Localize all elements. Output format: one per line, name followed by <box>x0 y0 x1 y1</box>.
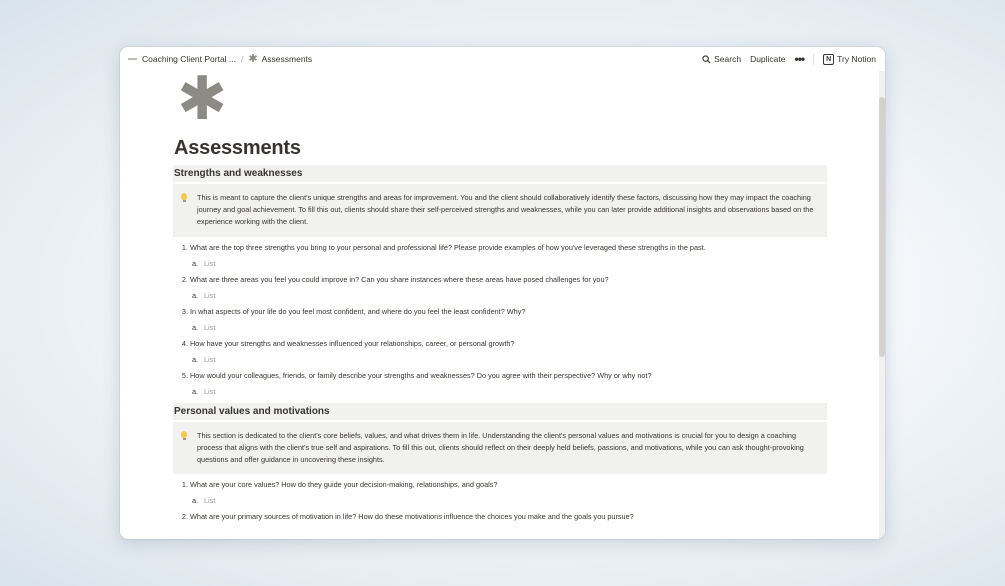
breadcrumb-separator: / <box>241 54 244 64</box>
item-number: 2. <box>181 274 188 284</box>
section-values <box>173 403 827 523</box>
list-item <box>173 243 827 269</box>
sub-item-placeholder[interactable]: List <box>204 496 216 506</box>
sub-item-placeholder[interactable]: List <box>204 386 216 396</box>
duplicate-button[interactable] <box>750 54 785 64</box>
scrollbar[interactable] <box>879 71 885 539</box>
scrollbar-thumb[interactable] <box>879 97 885 357</box>
item-number: 3. <box>181 306 188 316</box>
list-item <box>173 480 827 506</box>
top-actions <box>702 53 885 65</box>
question-text[interactable]: What are three areas you feel you could improve in? Can you share instances where these areas have posed challenges for you? <box>190 274 609 284</box>
question-list <box>173 243 827 397</box>
callout-text: This section is dedicated to the client's core beliefs, values, and what drives them in life. Understanding the client's personal values and motivations is crucial for you to design a coaching process that aligns with the client's true self and aspirations. To fill this out, clients should reflect on their deeply held beliefs, passions, and motivations, while you can ask thought-provoking questions and offer guidance in uncovering these insights. <box>197 430 804 465</box>
search-icon <box>702 55 711 64</box>
callout[interactable] <box>173 184 827 237</box>
list-item <box>173 307 827 333</box>
breadcrumb-current-label: Assessments <box>261 54 313 64</box>
sub-letter: a. <box>192 322 199 332</box>
try-notion-label: Try Notion <box>837 54 876 64</box>
callout-text: This is meant to capture the client's unique strengths and areas for improvement. You and the client should collaboratively identify these factors, discussing how they may impact the coaching journey and goal achievement. To fill this out, clients should share their self-perceived strengths and weaknesses, while you can later provide additional insights and observations based on the experience working with the client. <box>197 193 814 227</box>
question-text[interactable]: What are the top three strengths you bring to your personal and professional life? Please provide examples of how you've leveraged these strengths in the past. <box>190 242 706 252</box>
sub-item-placeholder[interactable]: List <box>204 322 216 332</box>
breadcrumb <box>120 54 312 65</box>
question-text[interactable]: How would your colleagues, friends, or family describe your strengths and weaknesses? Do you agree with their perspective? Why or why not? <box>190 370 652 380</box>
page-dash-icon <box>128 58 137 60</box>
page-asterisk-icon[interactable]: ✱ <box>177 65 228 132</box>
item-number: 1. <box>181 480 188 490</box>
sub-item-placeholder[interactable]: List <box>204 258 216 268</box>
sub-letter: a. <box>192 354 199 364</box>
question-text[interactable]: How have your strengths and weaknesses influenced your relationships, career, or personal growth? <box>190 338 515 348</box>
divider <box>813 54 814 65</box>
try-notion-button[interactable] <box>823 54 876 65</box>
sub-item-placeholder[interactable]: List <box>204 290 216 300</box>
question-list <box>173 480 827 522</box>
callout[interactable] <box>173 422 827 475</box>
item-number: 4. <box>181 338 188 348</box>
breadcrumb-parent-label: Coaching Client Portal ... <box>142 54 237 64</box>
list-item <box>173 275 827 301</box>
more-options-icon[interactable]: ••• <box>794 52 805 66</box>
page-content <box>173 65 827 522</box>
breadcrumb-parent[interactable] <box>128 54 236 64</box>
sub-letter: a. <box>192 258 199 268</box>
breadcrumb-current[interactable] <box>248 54 312 65</box>
section-heading[interactable]: Strengths and weaknesses <box>173 165 827 182</box>
list-item <box>173 339 827 365</box>
sub-item-placeholder[interactable]: List <box>204 354 216 364</box>
sub-letter: a. <box>192 290 199 300</box>
lightbulb-icon <box>181 431 187 438</box>
notion-logo-icon: N <box>823 54 834 65</box>
item-number: 1. <box>181 242 188 252</box>
top-bar <box>120 47 885 71</box>
question-text[interactable]: In what aspects of your life do you feel most confident, and where do you feel the least confident? Why? <box>190 306 526 316</box>
list-item <box>173 371 827 397</box>
item-number: 2. <box>181 512 188 522</box>
section-heading[interactable]: Personal values and motivations <box>173 403 827 420</box>
item-number: 5. <box>181 370 188 380</box>
question-text[interactable]: What are your primary sources of motivation in life? How do these motivations influence the choices you make and the goals you pursue? <box>190 512 634 522</box>
notion-window <box>120 47 885 539</box>
duplicate-label: Duplicate <box>750 54 786 64</box>
sub-letter: a. <box>192 386 199 396</box>
question-text[interactable]: What are your core values? How do they guide your decision-making, relationships, and goals? <box>190 480 498 490</box>
lightbulb-icon <box>181 193 187 200</box>
sub-letter: a. <box>192 496 199 506</box>
list-item <box>173 512 827 522</box>
search-button[interactable] <box>702 54 741 64</box>
section-strengths <box>173 165 827 397</box>
page-title[interactable]: Assessments <box>174 137 301 159</box>
search-label: Search <box>714 54 742 64</box>
asterisk-icon: ✱ <box>248 52 258 65</box>
